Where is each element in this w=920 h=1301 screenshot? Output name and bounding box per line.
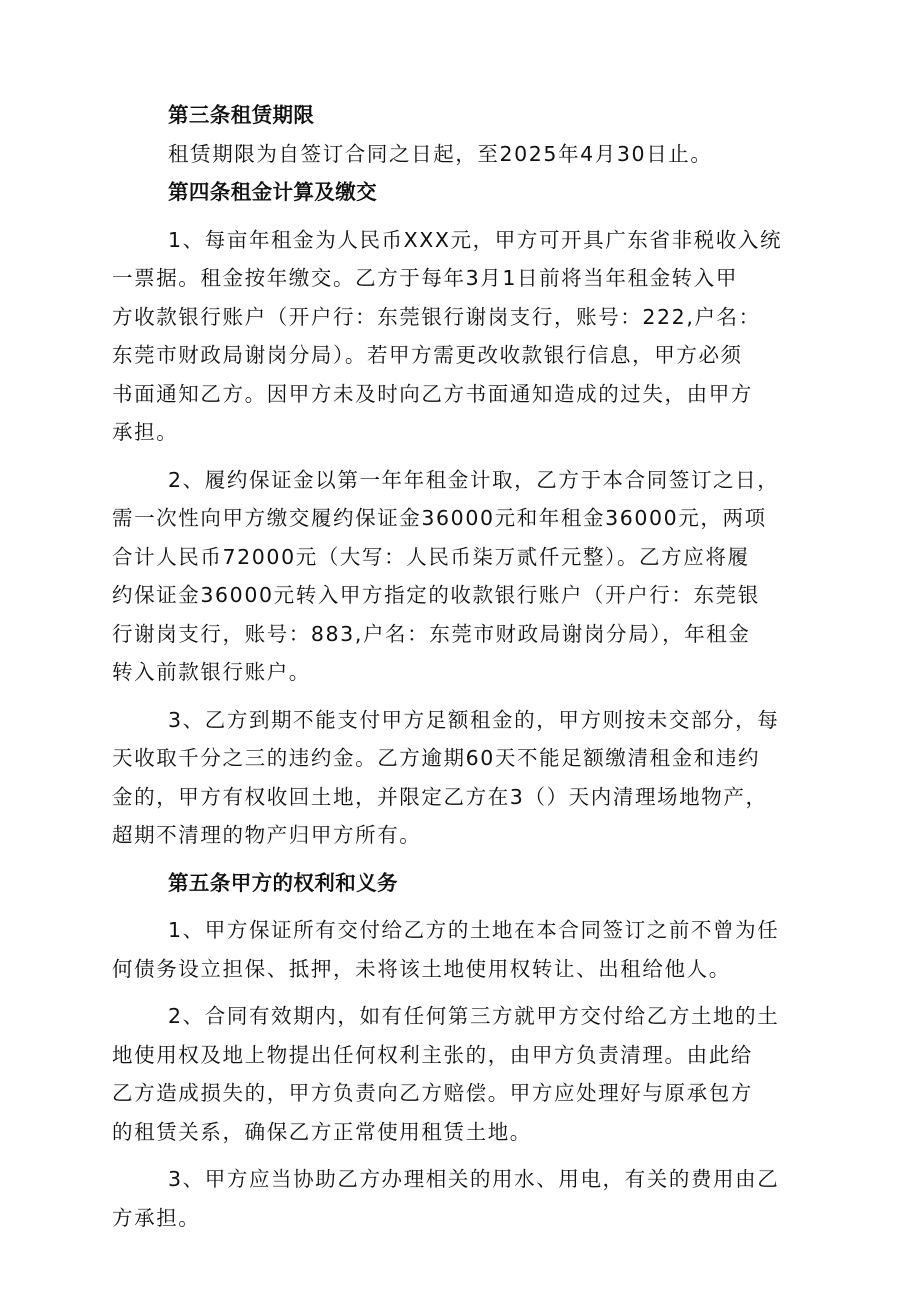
paragraph-gap <box>112 855 802 864</box>
paragraph-line: 约保证金36000元转入甲方指定的收款银行账户（开户行：东莞银 <box>112 583 760 607</box>
article-5-heading: 第五条甲方的权利和义务 <box>168 870 398 895</box>
paragraph-line: 行谢岗支行，账号：883,户名：东莞市财政局谢岗分局），年租金 <box>112 621 751 646</box>
paragraph-line: 天收取千分之三的违约金。乙方逾期60天不能足额缴清租金和违约 <box>112 746 761 770</box>
paragraph-line: 1、每亩年租金为人民币XXX元，甲方可开具广东省非税收入统 <box>168 227 783 252</box>
paragraph-line: 合计人民币72000元（大写：人民币柒万贰仟元整）。乙方应将履 <box>112 544 750 569</box>
paragraph-line: 地使用权及地上物提出任何权利主张的，由甲方负责清理。由此给 <box>112 1042 753 1067</box>
paragraph-line: 2、合同有效期内，如有任何第三方就甲方交付给乙方土地的土 <box>168 1004 780 1028</box>
paragraph-line: 乙方造成损失的，甲方负责向乙方赔偿。甲方应处理好与原承包方 <box>112 1081 753 1105</box>
paragraph-line: 承担。 <box>112 420 179 444</box>
article-3-heading: 第三条租赁期限 <box>168 103 315 127</box>
paragraph-line: 2、履约保证金以第一年年租金计取，乙方于本合同签订之日， <box>168 467 780 492</box>
paragraph-line: 东莞市财政局谢岗分局）。若甲方需更改收款银行信息，甲方必须 <box>112 343 743 367</box>
paragraph-gap <box>112 452 802 461</box>
paragraph-line: 转入前款银行账户。 <box>112 660 311 684</box>
paragraph-line: 书面通知乙方。因甲方未及时向乙方书面通知造成的过失，由甲方 <box>112 381 753 406</box>
paragraph-line: 方承担。 <box>112 1205 201 1230</box>
paragraph-line: 金的，甲方有权收回土地，并限定乙方在3（）天内清理场地物产， <box>112 784 768 809</box>
paragraph-gap <box>112 902 802 911</box>
document-page <box>112 96 802 1237</box>
paragraph-gap <box>112 212 802 221</box>
paragraph-line: 方收款银行账户（开户行：东莞银行谢岗支行，账号：222,户名： <box>112 304 761 329</box>
paragraph-gap <box>112 692 802 701</box>
paragraph-line: 的租赁关系，确保乙方正常使用租赁土地。 <box>112 1119 532 1144</box>
paragraph-line: 3、乙方到期不能支付甲方足额租金的，甲方则按未交部分，每 <box>168 707 780 732</box>
paragraph-gap <box>112 988 802 997</box>
paragraph-gap <box>112 1151 802 1160</box>
paragraph-line: 何债务设立担保、抵押，未将该土地使用权转让、出租给他人。 <box>112 956 731 981</box>
paragraph-line: 3、甲方应当协助乙方办理相关的用水、用电，有关的费用由乙 <box>168 1167 780 1191</box>
paragraph-line: 租赁期限为自签订合同之日起，至2025年4月30日止。 <box>168 141 713 166</box>
paragraph-line: 超期不清理的物产归甲方所有。 <box>112 823 422 847</box>
paragraph-line: 一票据。租金按年缴交。乙方于每年3月1日前将当年租金转入甲 <box>112 266 738 290</box>
paragraph-line: 1、甲方保证所有交付给乙方的土地在本合同签订之前不曾为任 <box>168 918 780 942</box>
paragraph-line: 需一次性向甲方缴交履约保证金36000元和年租金36000元，两项 <box>112 506 767 530</box>
article-4-heading: 第四条租金计算及缴交 <box>168 180 377 204</box>
